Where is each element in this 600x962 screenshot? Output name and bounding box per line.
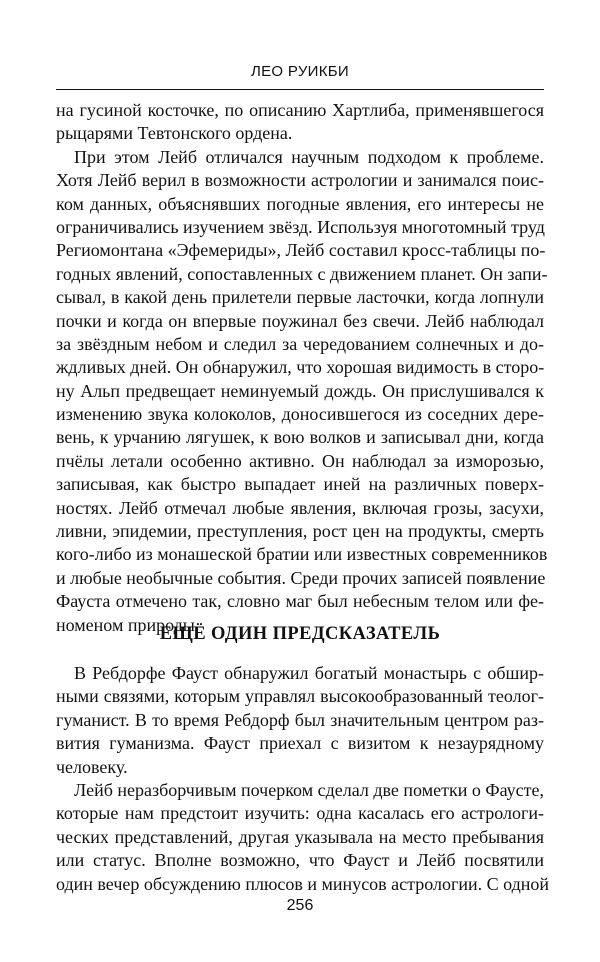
text-line: Хотя Лейб верил в возможности астрологии и занимался поис- [56,170,544,191]
text-line: ческих представлений, другая указывала на место пребывания [56,826,544,847]
text-line: сывал, в какой день прилетели первые ласточки, когда лопнули [56,287,544,308]
text-line: годных явлений, сопоставленных с движением планет. Он запи- [56,263,548,284]
running-head: ЛЕО РУИКБИ [250,63,350,80]
text-line: рыцарями Тевтонского ордена. [56,123,293,144]
header-rule [56,89,544,90]
text-line: ком данных, объяснявших погодные явления, его интересы не [56,193,544,214]
section-body-text [56,662,550,896]
text-line: и любые необычные события. Среди прочих записей появление [56,567,546,588]
text-line: Лейб неразборчивым почерком сделал две пометки о Фаусте, [74,779,544,800]
text-line: В Ребдорфе Фауст обнаружил богатый монастырь с обшир- [74,663,544,683]
text-line: которые нам предстоит изучить: одна касалась его астрологи- [56,803,544,824]
text-line: Фауста отмечено так, словно маг был небесным телом или фе- [56,591,544,612]
page-number: 256 [286,897,314,914]
text-line: кого-либо из монашеской братии или известных современников [56,544,548,565]
text-line: ограничивались изучением звёзд. Используя многотомный труд [56,216,545,237]
text-line: за звёздным небом и следил за чередованием солнечных и до- [56,333,544,354]
text-line: Региомонтана «Эфемериды», Лейб составил кросс-таблицы по- [56,240,546,261]
text-line: записывая, как быстро выпадает иней на различных поверх- [56,474,544,495]
section-heading: ЕЩЁ ОДИН ПРЕДСКАЗАТЕЛЬ [159,624,441,644]
paragraph [56,779,550,896]
text-line: изменению звука колоколов, доносившегося из соседних дере- [56,404,544,425]
text-line: вития гуманизма. Фауст приехал с визитом к незаурядному [56,733,544,754]
paragraph [56,662,544,779]
text-line: вень, к урчанию лягушек, к вою волков и записывал дни, когда [56,427,544,448]
text-line: на гусиной косточке, по описанию Хартлиба, применявшегося [56,100,544,120]
text-line: человеку. [56,756,128,777]
text-line: ностях. Лейб отмечал любые явления, включая грозы, засухи, [56,497,544,518]
text-line: или статус. Вполне возможно, что Фауст и Лейб посвятили [56,850,544,871]
body-text [56,99,548,637]
text-line: ными связями, которым управлял высокообразованный теолог- [56,686,544,707]
text-line: ждливых дней. Он обнаружил, что хорошая видимость в сторо- [56,357,545,378]
text-line: ливни, эпидемии, преступления, рост цен на продукты, смерть [56,521,544,542]
paragraph [56,146,548,637]
paragraph [56,99,544,146]
text-line: один вечер обсуждению плюсов и минусов астрологии. С одной [56,873,550,894]
text-line: При этом Лейб отличался научным подходом к проблеме. [74,146,544,167]
text-line: номеном природы. [56,614,200,635]
text-line: пчёлы летали особенно активно. Он наблюдал за изморозью, [56,450,544,471]
text-line: почки и когда он впервые поужинал без свечи. Лейб наблюдал [56,310,544,331]
text-line: гуманист. В то время Ребдорф был значительным центром раз- [56,709,544,730]
text-line: ну Альп предвещает неминуемый дождь. Он прислушивался к [56,380,544,401]
